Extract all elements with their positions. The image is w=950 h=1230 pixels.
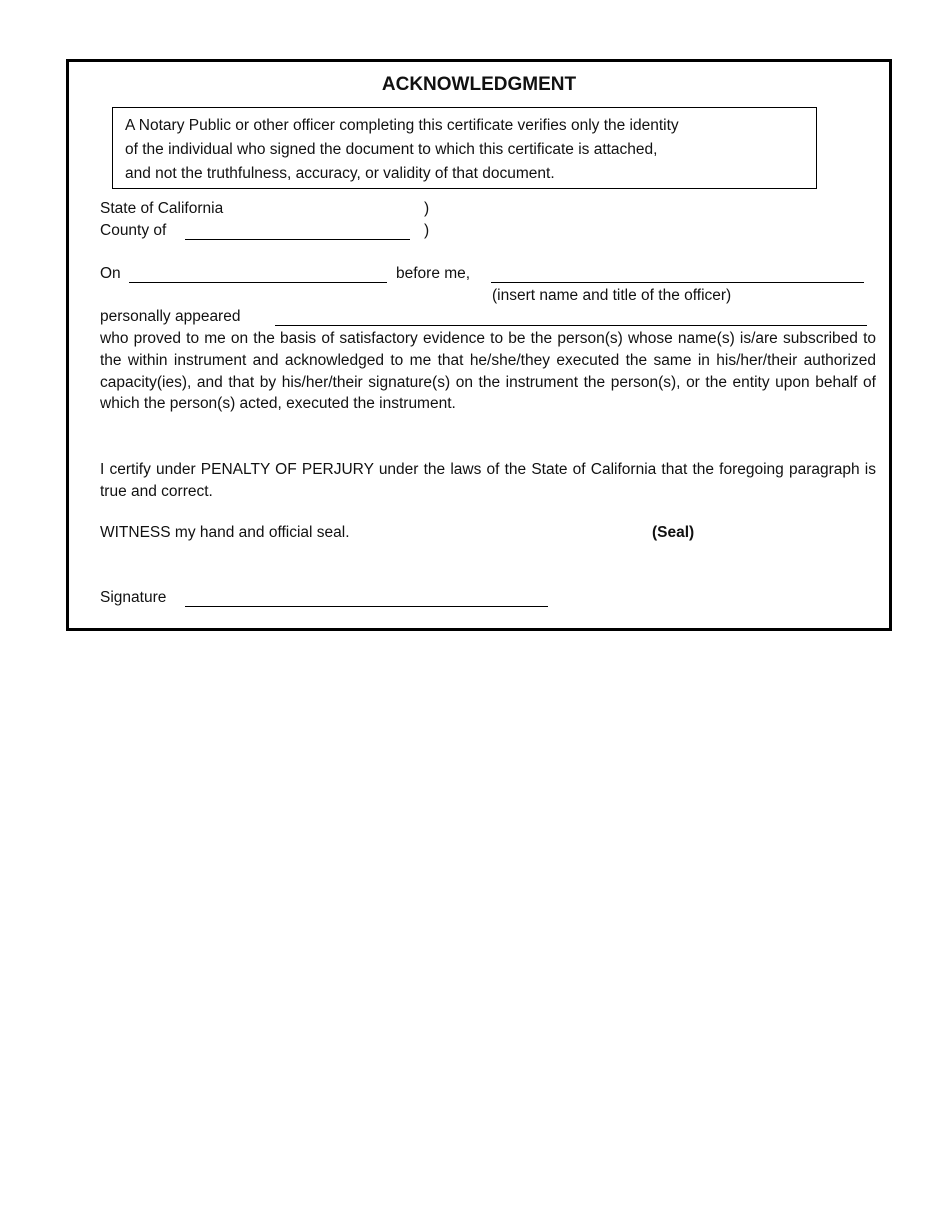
acknowledgment-form	[66, 59, 892, 631]
form-title: ACKNOWLEDGMENT	[381, 74, 577, 95]
appeared-label: personally appeared	[100, 308, 241, 325]
certify-paragraph: I certify under PENALTY OF PERJURY under the laws of the State of California that the foregoing paragraph is true and correct.	[100, 461, 876, 500]
date-field[interactable]	[129, 282, 387, 283]
witness-label: WITNESS my hand and official seal.	[100, 524, 350, 541]
state-label: State of California	[100, 200, 224, 217]
before-me-label: before me,	[396, 265, 471, 282]
state-paren: )	[424, 200, 430, 217]
seal-label: (Seal)	[652, 524, 695, 541]
acknowledgment-body: who proved to me on the basis of satisfactory evidence to be the person(s) whose name(s) is/are subscribed to the within instrument and acknowledged to me that he/she/they executed the same in his/her/their authorized capacity(ies), and that by his/her/their signature(s) on the instrument the person(s), or the entity upon behalf of which the person(s) acted, executed the instrument.	[100, 330, 876, 413]
notice-box	[112, 107, 817, 189]
notice-line: of the individual who signed the document to which this certificate is attached,	[125, 141, 658, 158]
signature-field[interactable]	[185, 606, 548, 607]
county-field[interactable]	[185, 239, 410, 240]
signature-label: Signature	[100, 589, 167, 606]
appeared-field[interactable]	[275, 325, 867, 326]
county-paren: )	[424, 222, 430, 239]
county-label: County of	[100, 222, 167, 239]
officer-hint: (insert name and title of the officer)	[492, 287, 732, 304]
notice-line: A Notary Public or other officer completing this certificate verifies only the identity	[125, 117, 679, 134]
notice-line: and not the truthfulness, accuracy, or validity of that document.	[125, 165, 555, 182]
officer-field[interactable]	[491, 282, 864, 283]
on-label: On	[100, 265, 121, 282]
